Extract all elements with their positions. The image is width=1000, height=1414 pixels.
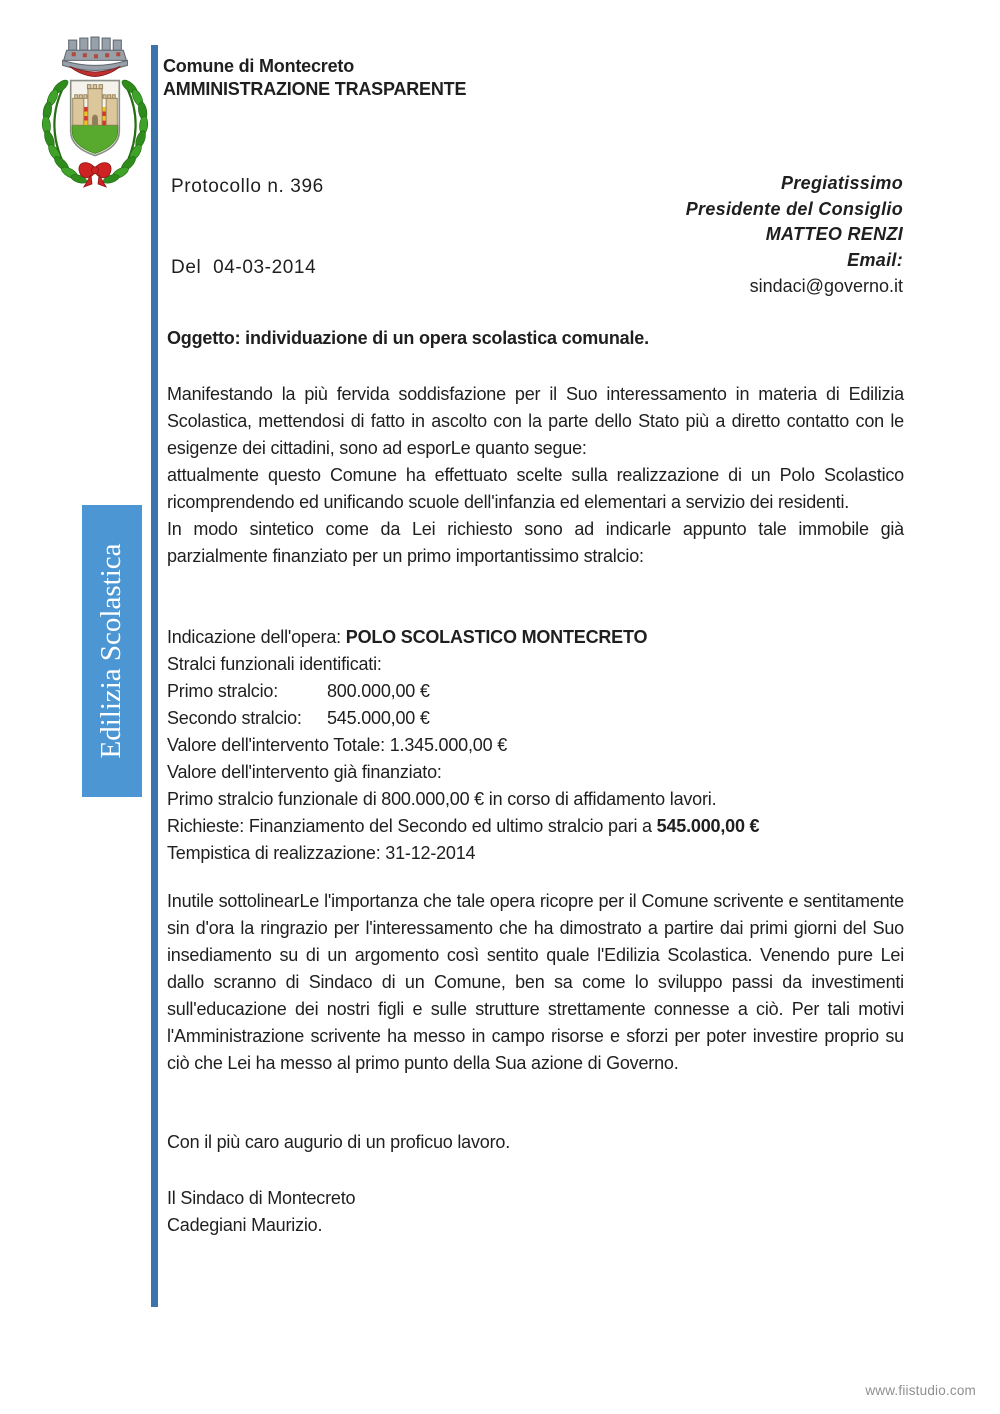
coat-of-arms [38, 34, 152, 188]
detail-opera-value: POLO SCOLASTICO MONTECRETO [345, 627, 648, 647]
project-details [167, 624, 904, 867]
detail-stralci-header: Stralci funzionali identificati: [167, 654, 382, 674]
detail-primo-info: Primo stralcio funzionale di 800.000,00 € in corso di affidamento lavori. [167, 789, 717, 809]
header-org [163, 55, 466, 101]
detail-richieste [167, 813, 904, 840]
detail-tempistica: Tempistica di realizzazione: 31-12-2014 [167, 843, 476, 863]
sidebar-category-label: Edilizia Scolastica [95, 543, 127, 759]
detail-secondo-label: Secondo stralcio: [167, 708, 302, 728]
body-main-paragraph [167, 888, 904, 1077]
recipient-block [686, 171, 903, 300]
detail-opera-label: Indicazione dell'opera: [167, 627, 346, 647]
detail-primo-value: 800.000,00 € [327, 681, 430, 701]
signature-role: Il Sindaco di Montecreto [167, 1188, 356, 1208]
detail-richieste-label: Richieste: Finanziamento del Secondo ed ultimo stralcio pari a [167, 816, 657, 836]
recipient-email-label: Email: [847, 250, 903, 271]
recipient-name: MATTEO RENZI [765, 224, 903, 245]
paragraph: Inutile sottolinearLe l'importanza che tale opera ricopre per il Comune scrivente e sentitamente sin d'ora la ringrazio per l'interessamento che ha dimostrato a partire dai primi giorni del Suo insediamento su di un argomento così sentito quale l'Edilizia Scolastica. Venendo pure Lei dallo scranno di Sindaco di un Comune, ben sa come lo sviluppo passi da investimenti sull'educazione dei nostri figli e sulle strutture strettamente connesse a ciò. Per tali motivi l'Amministrazione scrivente ha messo in campo risorse e sforzi per poter investire proprio su ciò che Lei ha messo al primo punto della Sua azione di Governo. [167, 891, 904, 1073]
shield [71, 81, 120, 156]
paragraph: attualmente questo Comune ha effettuato scelte sulla realizzazione di un Polo Scolastico ricomprendendo ed unificando scuole dell'infanzia ed elementari a servizio dei residenti. [167, 465, 904, 512]
detail-secondo-stralcio [167, 705, 904, 732]
subject-line: Oggetto: individuazione di un opera scolastica comunale. [167, 328, 649, 348]
org-name: Comune di Montecreto [163, 56, 355, 76]
recipient-email-address: sindaci@governo.it [749, 275, 903, 296]
detail-secondo-value: 545.000,00 € [327, 708, 430, 728]
paragraph: In modo sintetico come da Lei richiesto sono ad indicarle appunto tale immobile già parzialmente finanziato per un primo importantissimo stralcio: [167, 519, 904, 566]
paragraph: Manifestando la più fervida soddisfazione per il Suo interessamento in materia di Edilizia Scolastica, mettendosi di fatto in ascolto con la parte dello Stato più a diretto contatto con le esigenze dei cittadini, sono ad esporLe quanto segue: [167, 384, 904, 458]
signature-name: Cadegiani Maurizio. [167, 1215, 323, 1235]
vertical-divider-line [151, 45, 158, 1307]
detail-primo-stralcio [167, 678, 904, 705]
sidebar-category-box [82, 505, 142, 797]
detail-primo-label: Primo stralcio: [167, 681, 279, 701]
watermark-url: www.fiistudio.com [865, 1383, 976, 1398]
protocol-block [171, 119, 324, 335]
protocol-date: Del 04-03-2014 [171, 257, 317, 278]
recipient-title: Presidente del Consiglio [685, 198, 903, 219]
body-opening-paragraphs [167, 381, 904, 570]
org-section: AMMINISTRAZIONE TRASPARENTE [163, 79, 467, 99]
recipient-salutation: Pregiatissimo [781, 173, 903, 193]
closing-line [167, 1129, 904, 1156]
protocol-number: Protocollo n. 396 [171, 176, 324, 197]
detail-totale: Valore dell'intervento Totale: 1.345.000,00 € [167, 735, 508, 755]
detail-opera [167, 624, 904, 651]
closing-text: Con il più caro augurio di un proficuo lavoro. [167, 1132, 511, 1152]
detail-richieste-value: 545.000,00 € [656, 816, 760, 836]
signature-block [167, 1185, 904, 1239]
detail-finanziato: Valore dell'intervento già finanziato: [167, 762, 442, 782]
